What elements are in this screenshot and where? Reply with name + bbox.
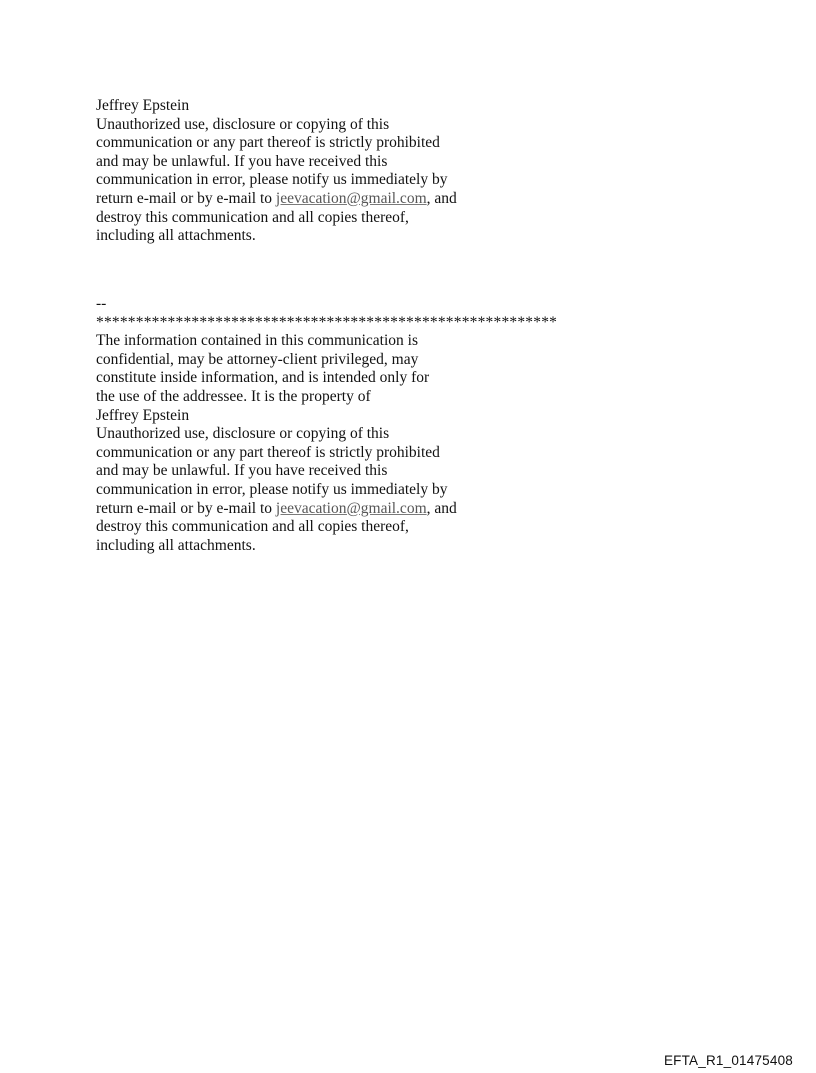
text-line: communication or any part thereof is strictly prohibited [96,134,440,152]
text-line: the use of the addressee. It is the property of [96,387,371,405]
text-line: Unauthorized use, disclosure or copying of this [96,115,390,133]
text-line: constitute inside information, and is intended only for [96,369,430,387]
text-line: and may be unlawful. If you have received this [96,152,388,170]
email-link-line [96,190,457,209]
text-segment: , and [426,499,457,517]
text-line: destroy this communication and all copies thereof, [96,208,409,226]
text-line: confidential, may be attorney-client privileged, may [96,350,419,368]
asterisk-divider: ********************************************************** [96,313,558,331]
text-line: communication or any part thereof is strictly prohibited [96,443,440,461]
signature-separator: -- [96,295,107,312]
email-link[interactable]: jeevacation@gmail.com [275,189,427,207]
text-segment: return e-mail or by e-mail to [96,499,276,517]
text-line: The information contained in this communication is [96,332,418,350]
text-segment: return e-mail or by e-mail to [96,189,276,207]
bates-number: EFTA_R1_01475408 [663,1053,793,1068]
text-line: Unauthorized use, disclosure or copying of this [96,425,390,443]
email-link-line [96,500,557,519]
text-line: and may be unlawful. If you have received this [96,462,388,480]
text-segment: , and [426,189,457,207]
text-line: including all attachments. [96,227,256,245]
text-line: communication in error, please notify us immediately by [96,480,448,498]
owner-name: Jeffrey Epstein [96,406,190,424]
text-line: communication in error, please notify us immediately by [96,171,448,189]
owner-name: Jeffrey Epstein [96,97,190,114]
signature-disclaimer-block [96,97,457,246]
email-link[interactable]: jeevacation@gmail.com [275,499,427,517]
text-line: destroy this communication and all copies thereof, [96,518,409,536]
footer-disclaimer-block [96,295,557,555]
text-line: including all attachments. [96,536,256,554]
